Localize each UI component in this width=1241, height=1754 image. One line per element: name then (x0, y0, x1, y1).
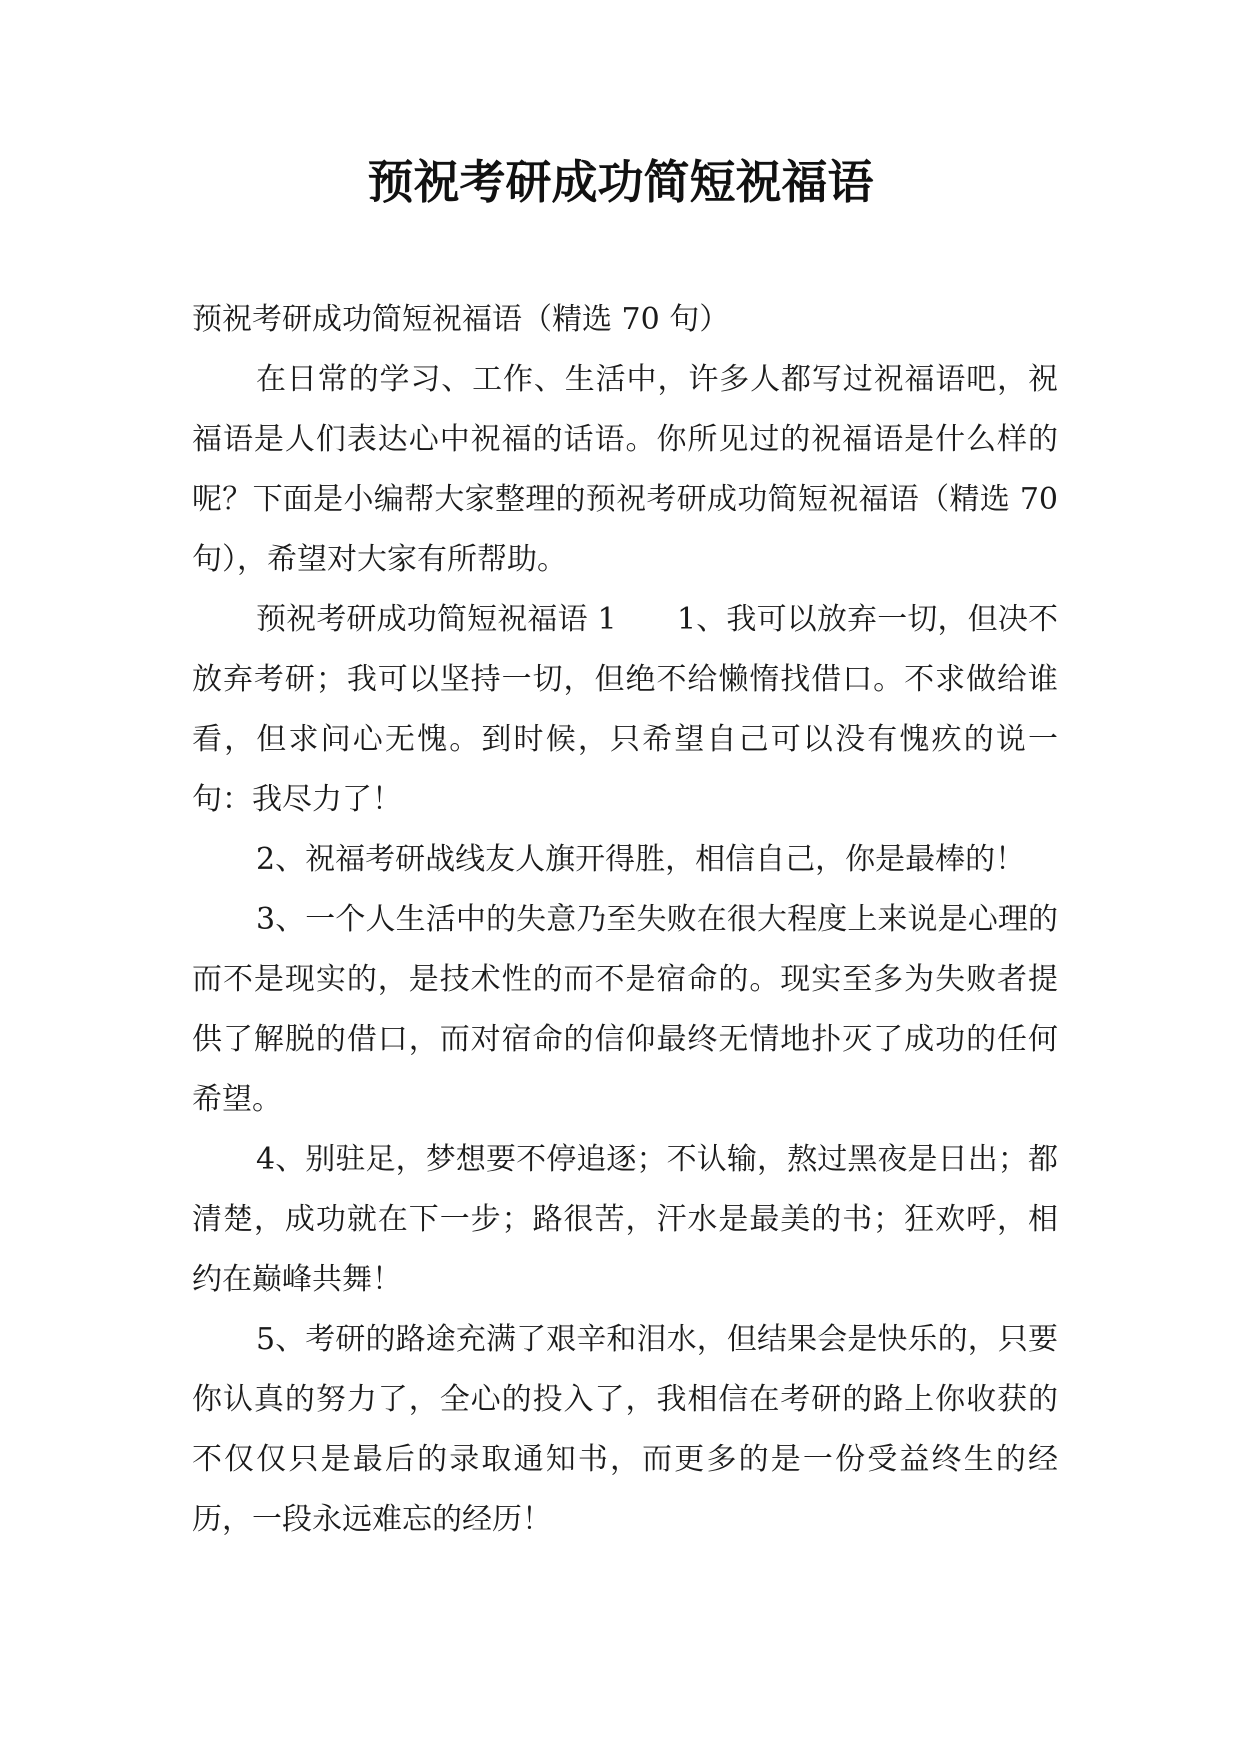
wish-paragraph-3: 3、一个人生活中的失意乃至失败在很大程度上来说是心理的而不是现实的，是技术性的而不是宿命的。现实至多为失败者提供了解脱的借口，而对宿命的信仰最终无情地扑灭了成功的任何希望。 (192, 902, 1058, 1117)
wish-paragraph-5: 5、考研的路途充满了艰辛和泪水，但结果会是快乐的，只要你认真的努力了，全心的投入了，我相信在考研的路上你收获的不仅仅只是最后的录取通知书，而更多的是一份受益终生的经历，一段永远难忘的经历！ (192, 1322, 1058, 1537)
subtitle-paragraph: 预祝考研成功简短祝福语（精选 70 句） (192, 302, 730, 337)
wish-paragraph-4: 4、别驻足，梦想要不停追逐；不认输，熬过黑夜是日出；都清楚，成功就在下一步；路很苦，汗水是最美的书；狂欢呼，相约在巅峰共舞！ (192, 1142, 1058, 1297)
wish-paragraph-2: 2、祝福考研战线友人旗开得胜，相信自己，你是最棒的！ (256, 842, 1026, 877)
document-title: 预祝考研成功简短祝福语 (367, 155, 874, 209)
wish-paragraph-1: 预祝考研成功简短祝福语 1 1、我可以放弃一切，但决不放弃考研；我可以坚持一切，但绝不给懒惰找借口。不求做给谁看，但求问心无愧。到时候，只希望自己可以没有愧疚的说一句：我尽力了！ (192, 602, 1058, 817)
document-body (192, 290, 1058, 1550)
intro-paragraph: 在日常的学习、工作、生活中，许多人都写过祝福语吧，祝福语是人们表达心中祝福的话语。你所见过的祝福语是什么样的呢？下面是小编帮大家整理的预祝考研成功简短祝福语（精选 70 句），希望对大家有所帮助。 (192, 362, 1058, 577)
